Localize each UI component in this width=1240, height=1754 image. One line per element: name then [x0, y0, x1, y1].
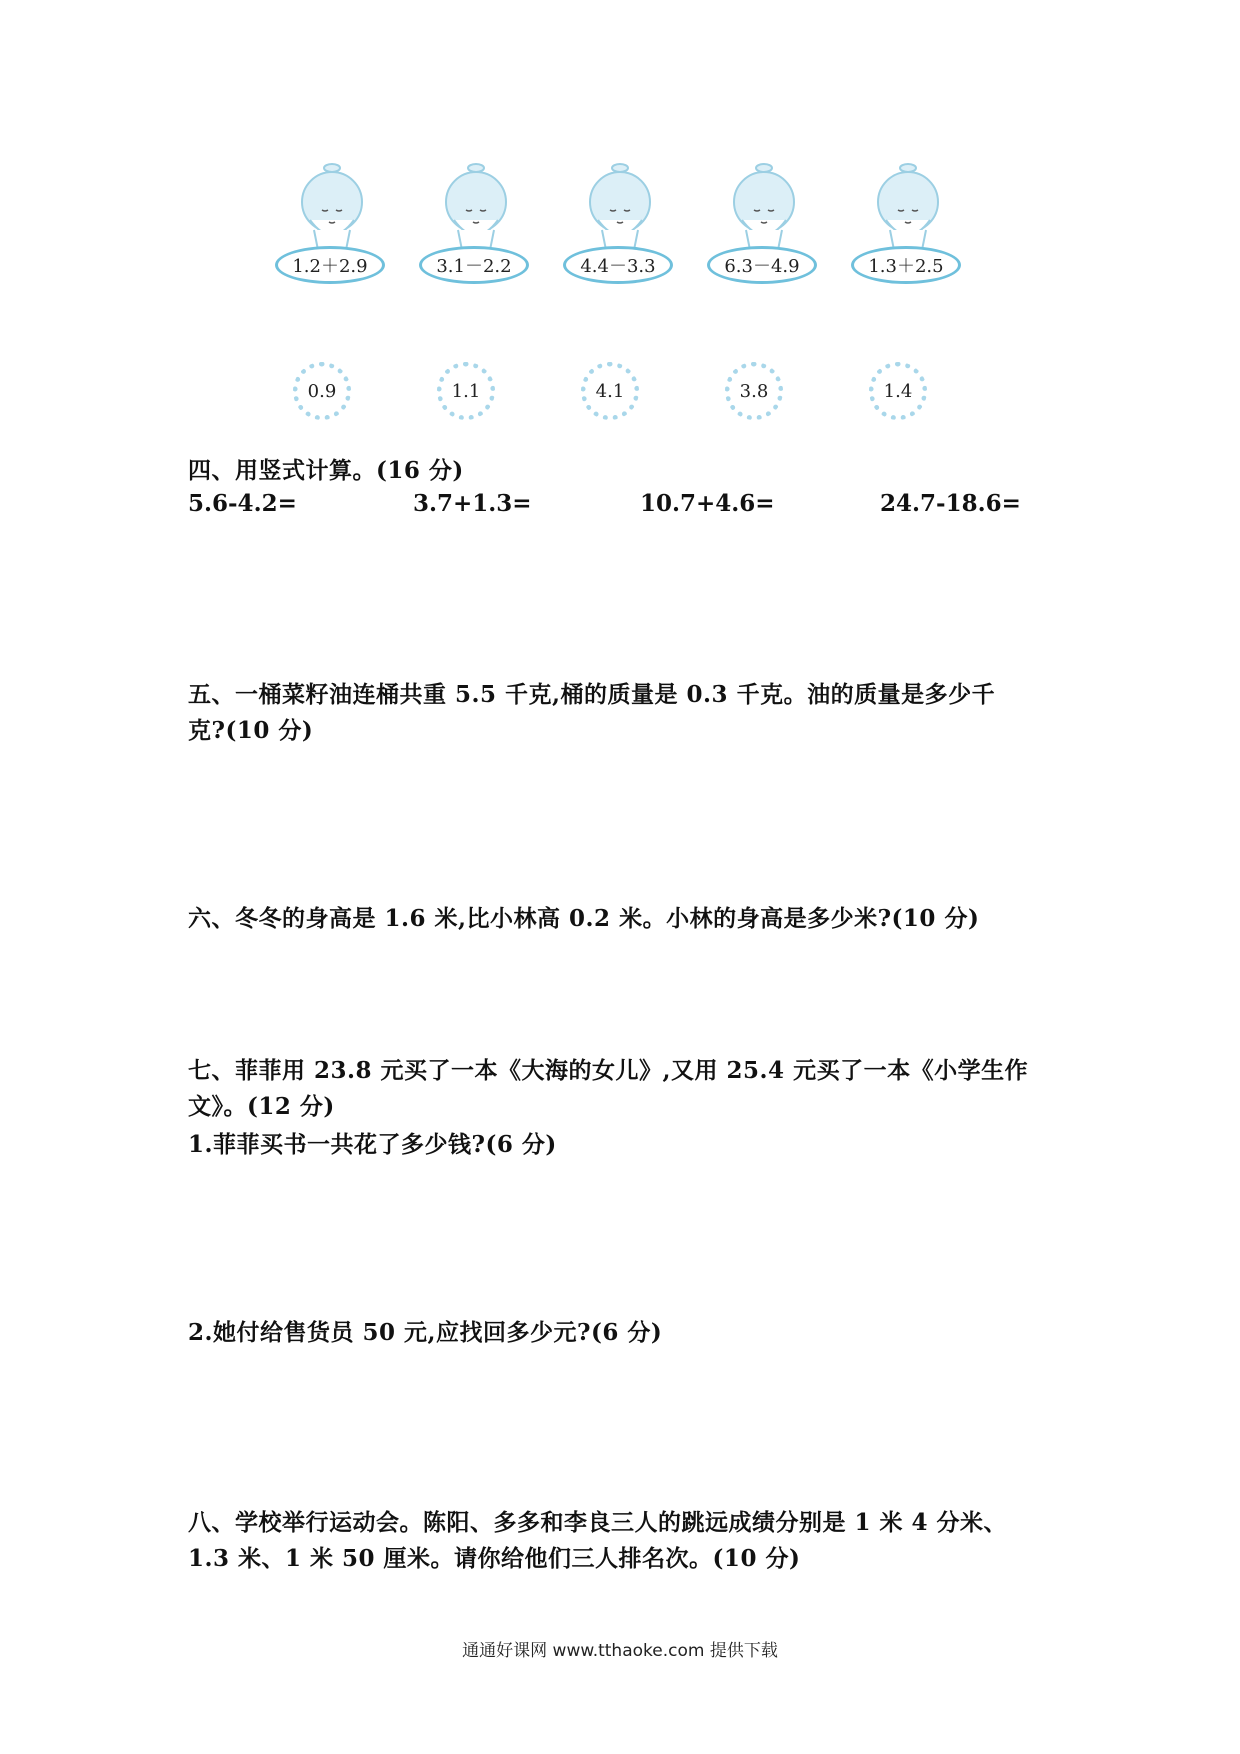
girl-illustration-icon — [868, 160, 948, 260]
calc-problem: 3.7+1.3= — [413, 490, 532, 517]
expression-oval: 6.3－4.9 — [707, 246, 817, 284]
section5-line1: 五、一桶菜籽油连桶共重 5.5 千克,桶的质量是 0.3 千克。油的质量是多少千 — [188, 681, 996, 708]
girl-illustration-icon — [580, 160, 660, 260]
expression-oval: 1.2＋2.9 — [275, 246, 385, 284]
calc-problem: 10.7+4.6= — [640, 490, 775, 517]
expression-oval: 4.4－3.3 — [563, 246, 673, 284]
section7-line1: 七、菲菲用 23.8 元买了一本《大海的女儿》,又用 25.4 元买了一本《小学生作 — [188, 1057, 1029, 1084]
answer-wreath: 1.1 — [437, 362, 495, 420]
answer-wreath: 1.4 — [869, 362, 927, 420]
expression-oval: 3.1－2.2 — [419, 246, 529, 284]
matching-figure — [0, 0, 1240, 440]
section8-line2: 1.3 米、1 米 50 厘米。请你给他们三人排名次。(10 分) — [188, 1545, 801, 1572]
girl-illustration-icon — [436, 160, 516, 260]
section8-line1: 八、学校举行运动会。陈阳、多多和李良三人的跳远成绩分别是 1 米 4 分米、 — [188, 1509, 1008, 1536]
calc-problem: 24.7-18.6= — [880, 490, 1021, 517]
section6-line1: 六、冬冬的身高是 1.6 米,比小林高 0.2 米。小林的身高是多少米?(10 分) — [188, 905, 980, 932]
girl-illustration-icon — [292, 160, 372, 260]
section7-question2: 2.她付给售货员 50 元,应找回多少元?(6 分) — [188, 1319, 663, 1346]
section5-line2: 克?(10 分) — [188, 717, 314, 744]
section7-question1: 1.菲菲买书一共花了多少钱?(6 分) — [188, 1131, 557, 1158]
footer-credit: 通通好课网 www.tthaoke.com 提供下载 — [462, 1641, 778, 1661]
answer-wreath: 3.8 — [725, 362, 783, 420]
calc-problem: 5.6-4.2= — [188, 490, 297, 517]
answer-wreath: 0.9 — [293, 362, 351, 420]
section4-title: 四、用竖式计算。(16 分) — [188, 457, 464, 484]
section7-line2: 文》。(12 分) — [188, 1093, 335, 1120]
answer-wreath: 4.1 — [581, 362, 639, 420]
expression-oval: 1.3＋2.5 — [851, 246, 961, 284]
girl-illustration-icon — [724, 160, 804, 260]
